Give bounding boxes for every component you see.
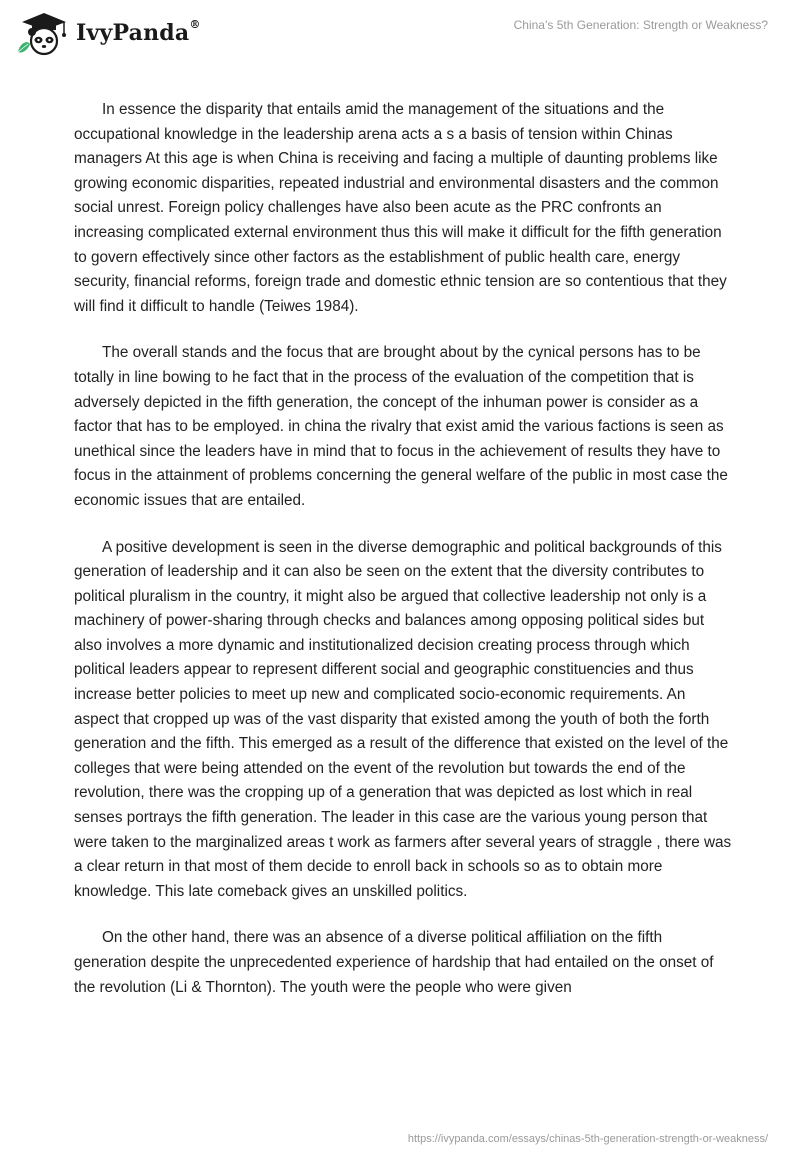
paragraph: The overall stands and the focus that are brought about by the cynical persons has to be totally in line bowing to he fact that in the process of the evaluation of the competition that is adversely depicted in the fifth generation, the concept of the inhuman power is consider as a factor that has to be employed. in china the rivalry that exist amid the various factions is seen as unethical since the leaders have in mind that to focus in the achievement of results they have to focus in the attainment of problems concerning the general welfare of the public in most case the economic issues that are entailed. <box>74 344 728 509</box>
registered-mark: ® <box>189 17 201 31</box>
ivypanda-logo[interactable] <box>14 8 201 58</box>
panda-graduate-icon <box>14 8 72 58</box>
brand-name-text: IvyPanda <box>76 20 190 46</box>
page-header <box>0 0 800 70</box>
document-title: China’s 5th Generation: Strength or Weakness? <box>513 18 768 32</box>
paragraph: In essence the disparity that entails amid the management of the situations and the occupational knowledge in the leadership arena acts a s a basis of tension within Chinas managers At this age is when China is receiving and facing a multiple of daunting problems like growing economic disparities, repeated industrial and environmental disasters and the common social unrest. Foreign policy challenges have also been acute as the PRC confronts an increasing complicated external environment thus this will make it difficult for the fifth generation to govern effectively since other factors as the establishment of public health care, energy security, financial reforms, foreign trade and domestic ethnic tension are so contentious that they will find it difficult to handle (Teiwes 1984). <box>74 101 727 315</box>
brand-name <box>76 17 201 46</box>
paragraph: On the other hand, there was an absence of a diverse political affiliation on the fifth generation despite the unprecedented experience of hardship that had entailed on the onset of the revolution (Li & Thornton). The youth were the people who were given <box>74 929 714 996</box>
essay-body <box>74 98 734 1022</box>
source-url[interactable]: https://ivypanda.com/essays/chinas-5th-generation-strength-or-weakness/ <box>407 1133 768 1145</box>
paragraph: A positive development is seen in the diverse demographic and political backgrounds of this generation of leadership and it can also be seen on the extent that the diversity contributes to political pluralism in the country, it might also be argued that collective leadership not only is a machinery of power-sharing through checks and balances among opposing political sides but also involves a more dynamic and institutionalized decision creating process through which political leaders appear to represent different social and geographic constituencies and thus increase better policies to meet up new and complicated socio-economic requirements. An aspect that cropped up was of the vast disparity that existed among the youth of both the forth generation and the fifth. This emerged as a result of the difference that existed on the level of the colleges that were being attended on the event of the revolution but towards the end of the revolution, there was the cropping up of a generation that was depicted as lost which in real senses portrays the fifth generation. The leader in this case are the various young person that were taken to the marginalized areas t work as farmers after several years of straggle , there was a clear return in that most of them decide to enroll back in schools so as to obtain more knowledge. This late comeback gives an unskilled politics. <box>74 538 732 900</box>
